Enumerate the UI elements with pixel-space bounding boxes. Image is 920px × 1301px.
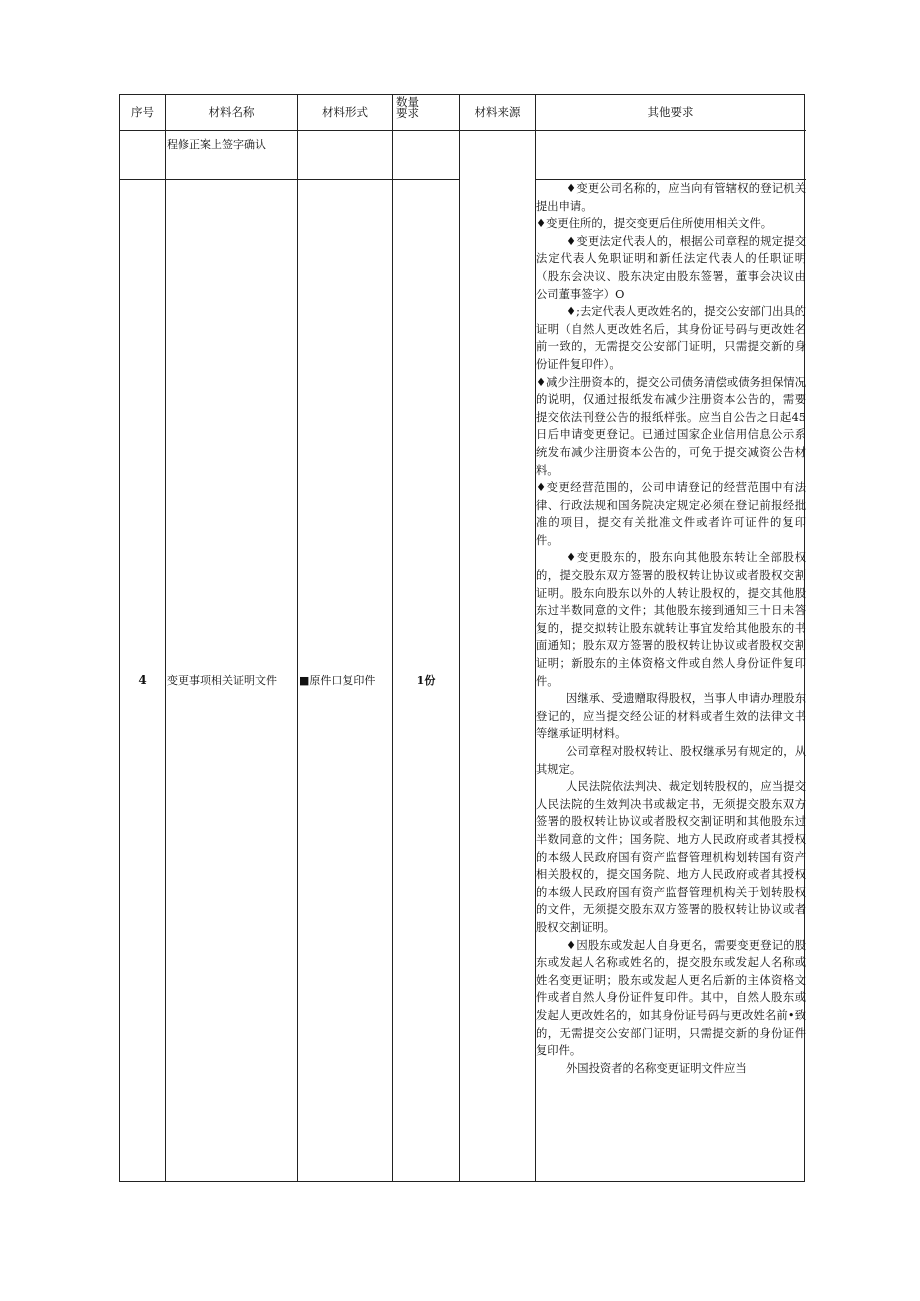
req-shareholder-change: ♦变更股东的，股东向其他股东转让全部股权的，提交股东双方签署的股权转让协议或者股权交割证明。股东向股东以外的人转让股权的，提交其他股东过半数同意的文件；其他股东接到通知三十日未答复的，提交拟转让股东就转让事宜发给其他股东的书面通知；股东双方签署的股权转让协议或者股权交割证明；新股东的主体资格文件或自然人身份证件复印件。 [536,551,806,688]
req-shareholder-rename: ♦因股东或发起人自身更名，需要变更登记的股东或发起人名称或姓名的，提交股东或发起人名称或姓名变更证明；股东或发起人更名后新的主体资格文件或者自然人身份证件复印件。其中，自然人股东或发起人更改姓名的，如其身份证号码与更改姓名前•致的，无需提交公安部门证明，只需提交新的身份证件复印件。 [536,938,806,1058]
header-material-name: 材料名称 [208,105,255,119]
header-material-form: 材料形式 [322,105,368,119]
req-company-name: ♦变更公司名称的，应当向有管辖权的登记机关提出申请。 [536,182,806,213]
row4-other-requirements [536,180,806,1077]
header-quantity-line2: 要求 [396,106,419,120]
req-business-scope: ♦变更经营范围的，公司申请登记的经营范围中有法律、行政法规和国务院决定规定必须在登记前报经批准的项目，提交有关批准文件或者许可证件的复印件。 [536,481,806,547]
req-legal-rep: ♦变更法定代表人的，根据公司章程的规定提交法定代表人免职证明和新任法定代表人的任职证明（股东会决议、股东决定由股东签署，董事会决议由公司董事签字）O [536,234,806,301]
req-foreign-investor: 外国投资者的名称变更证明文件应当 [566,1061,747,1075]
row4-seq: 4 [138,673,147,687]
req-court-transfer: 人民法院依法判决、裁定划转股权的，应当提交人民法院的生效判决书或裁定书，无须提交股东双方签署的股权转让协议或者股权交割证明和其他股东过半数同意的文件；国务院、地方人民政府或者其授权的本级人民政府国有资产监督管理机构划转国有资产相关股权的，提交国务院、地方人民政府或者其授权的本级人民政府国有资产监督管理机构关于划转股权的文件，无须提交股东双方签署的股权转让协议或者股权交割证明。 [536,780,806,934]
req-legal-rep-rename: ♦;去定代表人更改姓名的，提交公安部门出具的证明（自然人更改姓名后，其身份证号码与更改姓名前一致的，无需提交公安部门证明，只需提交新的身份证件复印件）。 [536,305,806,371]
header-quantity-line1: 数量 [396,95,419,109]
row4-quantity: 1份 [416,674,436,687]
req-inheritance: 因继承、受遗赠取得股权，当事人申请办理股东登记的，应当提交经公证的材料或者生效的法律文书等继承证明材料。 [536,692,806,741]
req-address: ♦变更住所的，提交变更后住所使用相关文件。 [536,217,773,231]
header-quantity [393,95,459,130]
header-seq: 序号 [131,105,154,119]
req-capital-reduction: ♦减少注册资本的，提交公司债务清偿或债务担保情况的说明，仅通过报纸发布减少注册资本公告的，需要提交依法刊登公告的报纸样张。应当自公告之日起45日后申请变更登记。已通过国家企业信用信息公示系统发布减少注册资本公告的，可免于提交减资公告材料。 [536,375,806,477]
prev-row-material-name: 程修正案上签字确认 [167,138,266,151]
row4-material-source [460,130,535,1182]
row4-material-name: 变更事项相关证明文件 [167,674,277,687]
header-other-requirements: 其他要求 [647,105,694,119]
row4-material-form: ■原件口复印件 [299,674,376,687]
req-articles: 公司章程对股权转让、股权继承另有规定的，从其规定。 [536,745,806,776]
header-material-source: 材料来源 [474,105,521,119]
